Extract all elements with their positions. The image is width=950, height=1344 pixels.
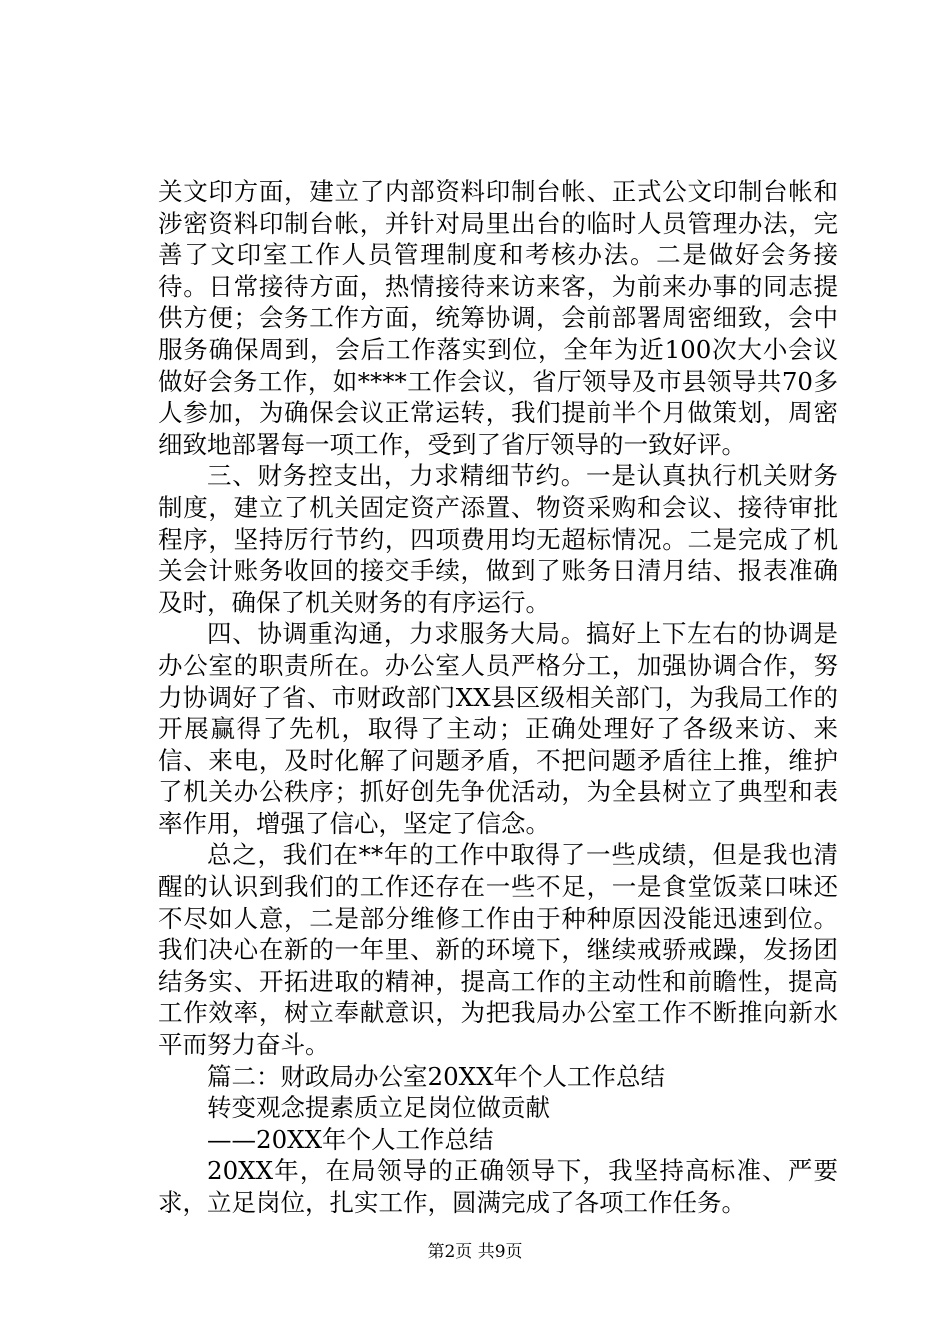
paragraph-xietiao: 四、协调重沟通，力求服务大局。搞好上下左右的协调是办公室的职责所在。办公室人员严格分工，加强协调合作，努力协调好了省、市财政部门XX县区级相关部门，为我局工作的开展赢得了先机，取得了主动；正确处理好了各级来访、来信、来电，及时化解了问题矛盾，不把问题矛盾往上推，维护了机关办公秩序；抓好创先争优活动，为全县树立了典型和表率作用，增强了信心，坚定了信念。 [158,619,838,838]
page-number-footer: 第2页 共9页 [427,1242,523,1262]
paragraph-wenyin-huiwu: 关文印方面，建立了内部资料印制台帐、正式公文印制台帐和涉密资料印制台帐，并针对局里出台的临时人员管理办法，完善了文印室工作人员管理制度和考核办法。二是做好会务接待。日常接待方面，热情接待来访来客，为前来办事的同志提供方便；会务工作方面，统筹协调，会前部署周密细致，会中服务确保周到，会后工作落实到位，全年为近100次大小会议做好会务工作，如****工作会议，省厅领导及市县领导共70多人参加，为确保会议正常运转，我们提前半个月做策划，周密细致地部署每一项工作，受到了省厅领导的一致好评。 [158,177,838,459]
paragraph-zongzhi: 总之，我们在**年的工作中取得了一些成绩，但是我也清醒的认识到我们的工作还存在一些不足，一是食堂饭菜口味还不尽如人意，二是部分维修工作由于种种原因没能迅速到位。我们决心在新的一年里、新的环境下，继续戒骄戒躁，发扬团结务实、开拓进取的精神，提高工作的主动性和前瞻性，提高工作效率，树立奉献意识，为把我局办公室工作不断推向新水平而努力奋斗。 [158,840,838,1060]
paragraph-intro: 20XX年，在局领导的正确领导下，我坚持高标准、严要求，立足岗位，扎实工作，圆满完成了各项工作任务。 [158,1156,838,1217]
article-subtitle: ——20XX年个人工作总结 [207,1124,494,1154]
document-body [158,176,838,1219]
article-title: 转变观念提素质立足岗位做贡献 [207,1093,550,1123]
paragraph-caiwu: 三、财务控支出，力求精细节约。一是认真执行机关财务制度，建立了机关固定资产添置、物资采购和会议、接待审批程序，坚持厉行节约，四项费用均无超标情况。二是完成了机关会计账务收回的接交手续，做到了账务日清月结、报表准确及时，确保了机关财务的有序运行。 [158,461,838,617]
section-heading-pian-er: 篇二：财政局办公室20XX年个人工作总结 [207,1061,666,1091]
